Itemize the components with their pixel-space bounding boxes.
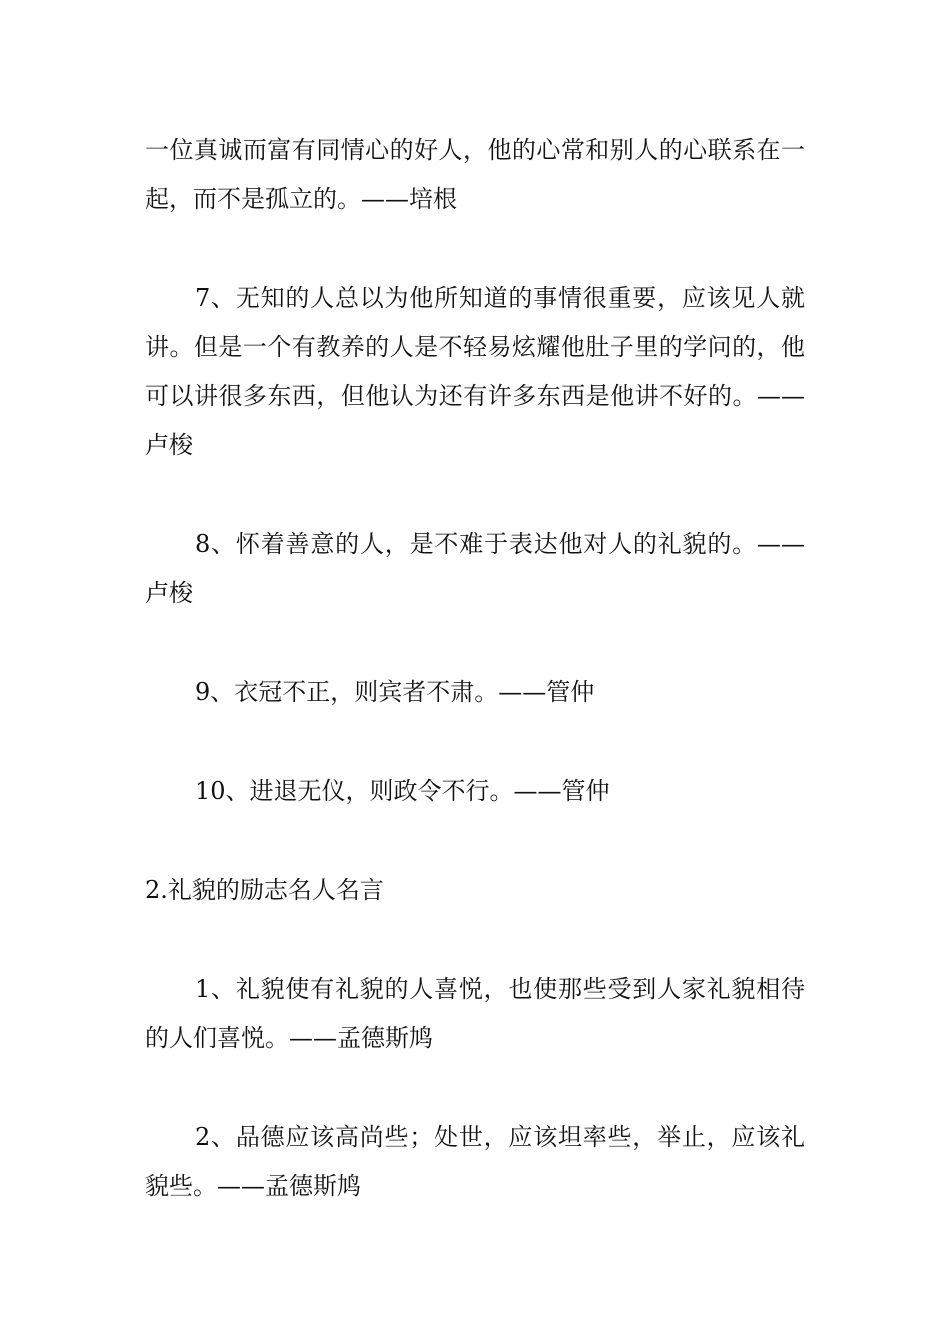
paragraph-quote-1: 1、礼貌使有礼貌的人喜悦，也使那些受到人家礼貌相待的人们喜悦。——孟德斯鸠 [145, 975, 805, 1052]
paragraph-quote-8: 8、怀着善意的人，是不难于表达他对人的礼貌的。——卢梭 [145, 530, 805, 607]
paragraph-quote-bacon: 一位真诚而富有同情心的好人，他的心常和别人的心联系在一起，而不是孤立的。——培根 [145, 136, 805, 213]
paragraph-quote-9: 9、衣冠不正，则宾者不肃。——管仲 [195, 678, 595, 706]
paragraph-quote-10: 10、进退无仪，则政令不行。——管仲 [195, 777, 610, 805]
paragraph-quote-2: 2、品德应该高尚些；处世，应该坦率些，举止，应该礼貌些。——孟德斯鸠 [145, 1123, 805, 1200]
section-heading: 2.礼貌的励志名人名言 [145, 876, 384, 904]
document-body [145, 126, 805, 1211]
paragraph-quote-7: 7、无知的人总以为他所知道的事情很重要，应该见人就讲。但是一个有教养的人是不轻易炫耀他肚子里的学问的，他可以讲很多东西，但他认为还有许多东西是他讲不好的。——卢梭 [145, 284, 805, 459]
